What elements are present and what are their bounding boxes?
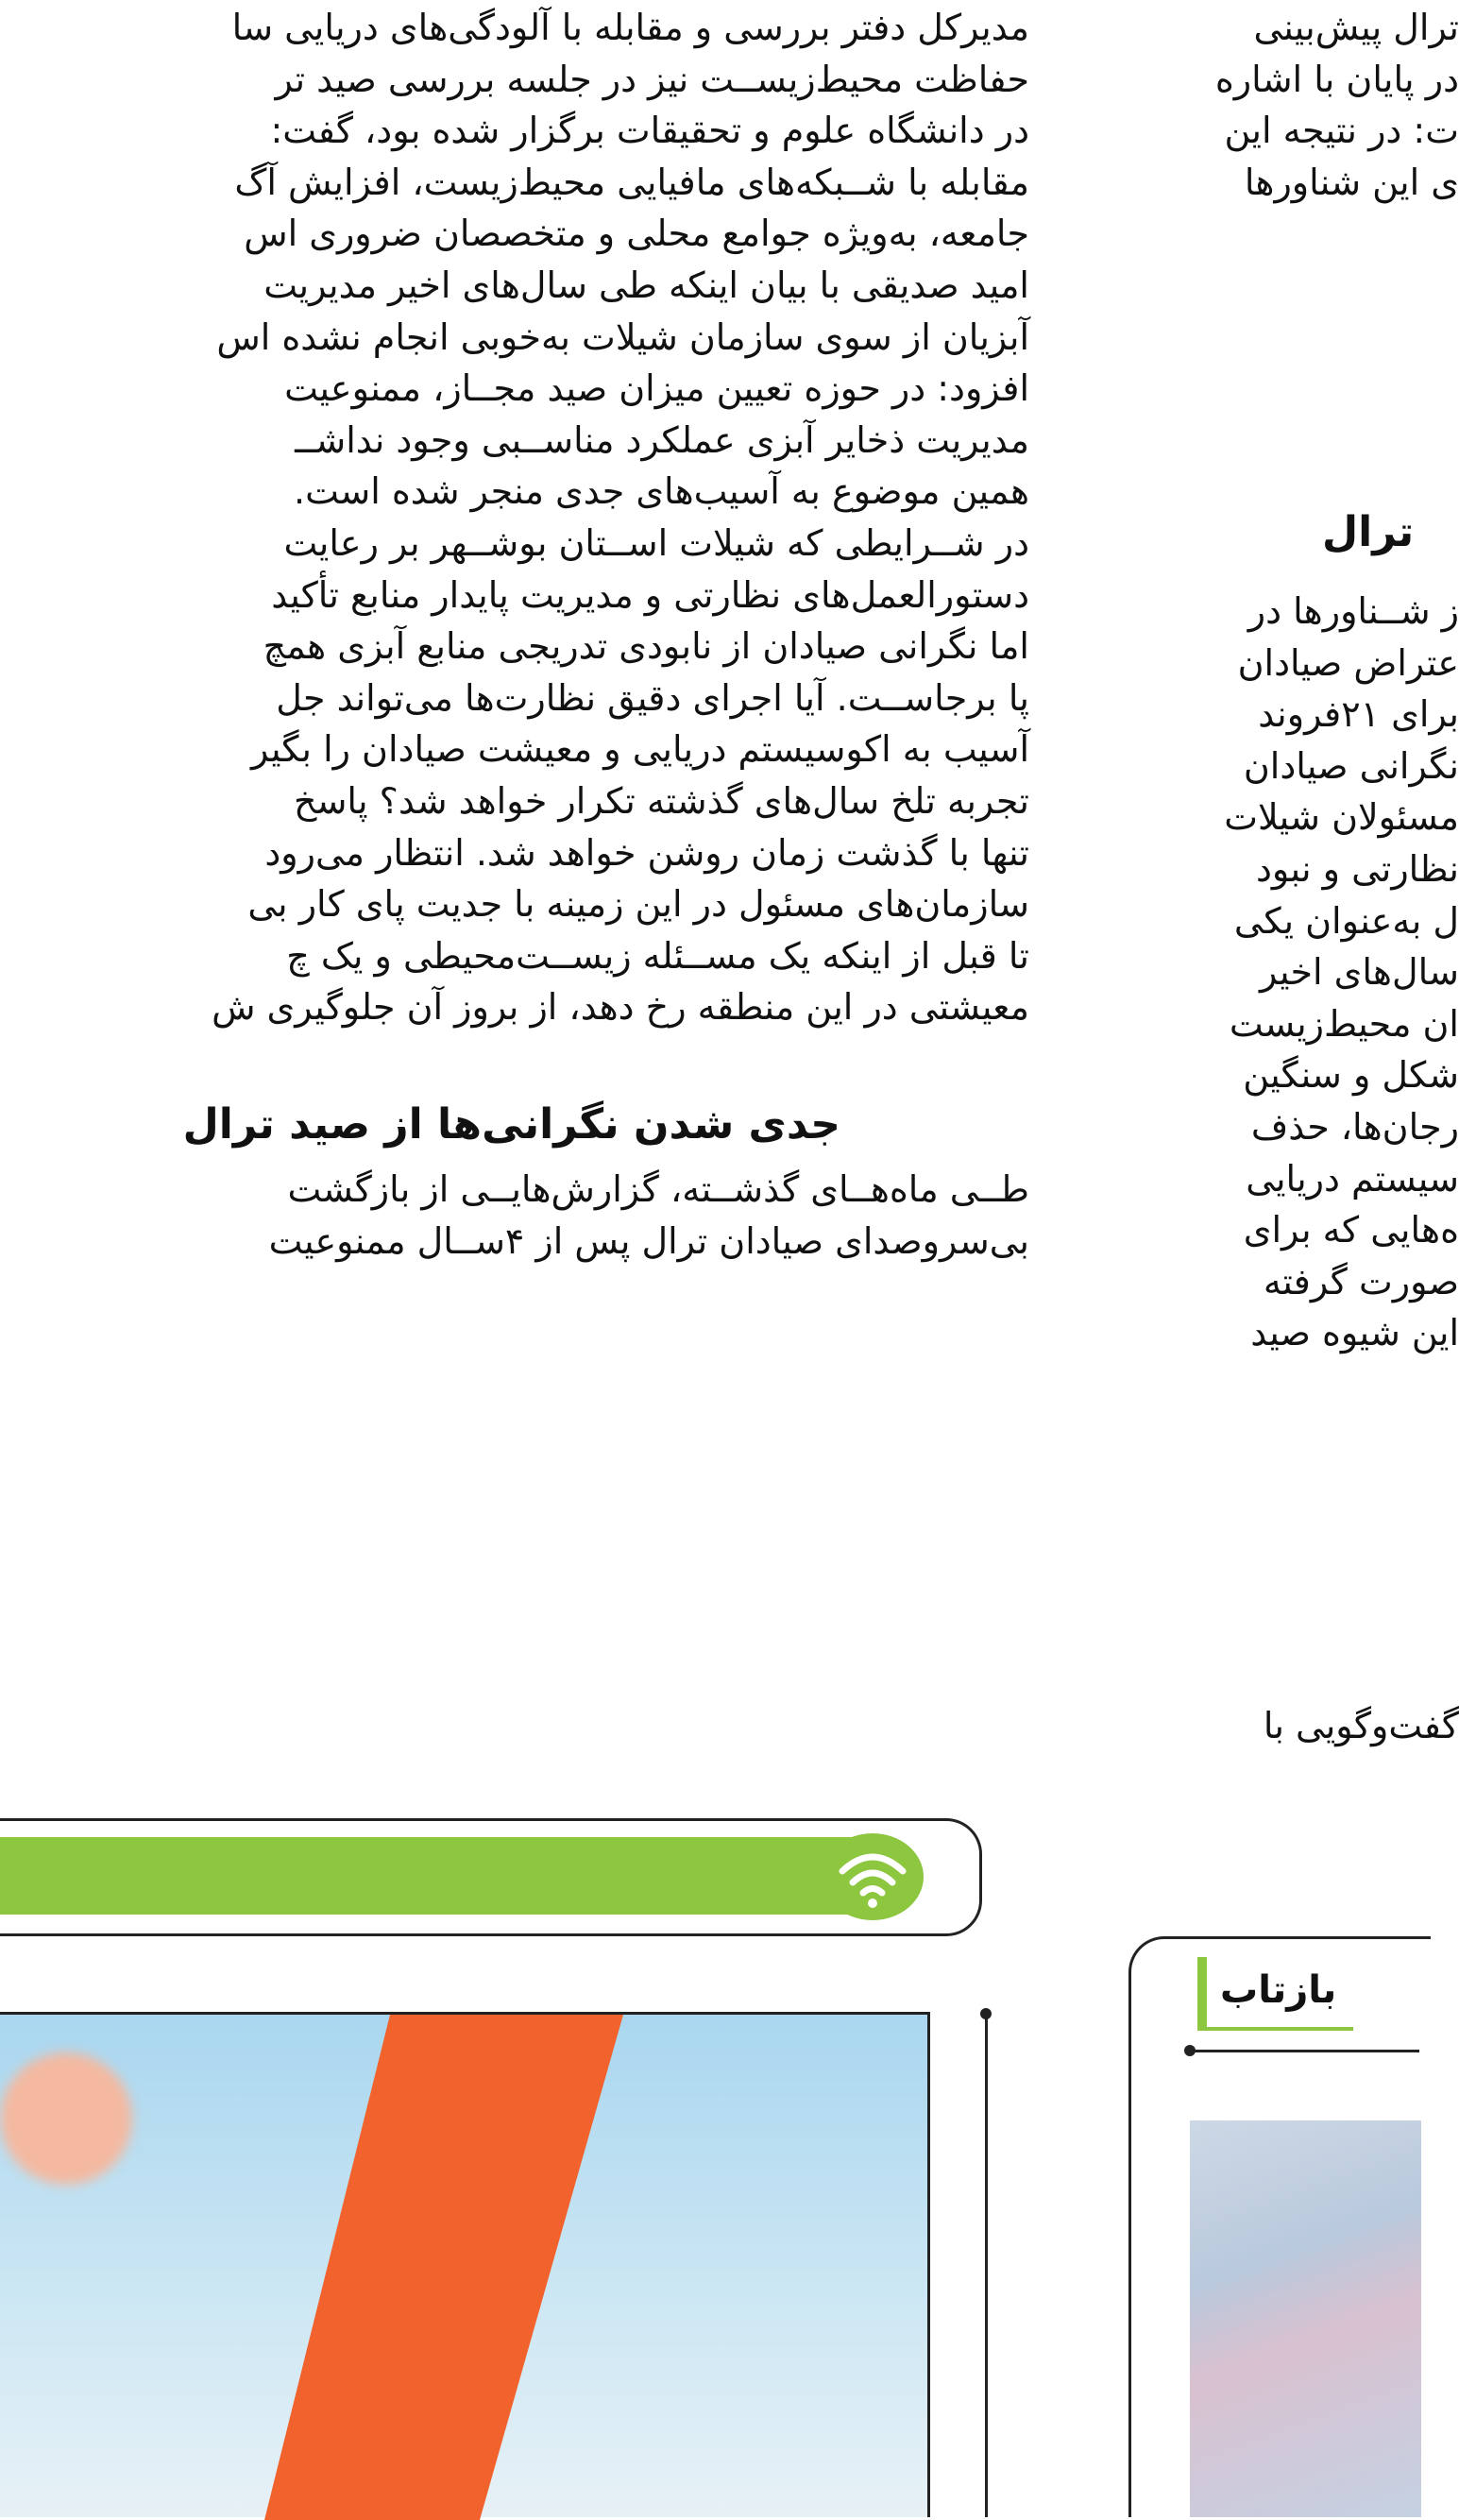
text-line: مدیرکل دفتر بررسی و مقابله با آلودگی‌های دریایی سا [231, 7, 1029, 48]
text-line: نظارتی و نبود [1255, 847, 1459, 890]
text-line: سال‌های اخیر [1260, 951, 1459, 994]
text-line: ز شــناورها در [1247, 590, 1459, 632]
text-line: رجان‌ها، حذف [1250, 1105, 1459, 1148]
text-line: پا برجاســت. آیا اجرای دقیق نظارت‌ها می‌تواند جل [276, 676, 1029, 719]
text-line: مدیریت ذخایر آبزی عملکرد مناســبی وجود نداشــ [295, 418, 1029, 461]
text-line: در پایان با اشاره [1214, 58, 1459, 100]
text-line: این شیوه صید [1250, 1312, 1459, 1354]
paragraph-3 [0, 1164, 1029, 1267]
reflection-photo [1190, 2120, 1421, 2517]
side-headline: ترال [1322, 508, 1415, 556]
photo-blur-shape [0, 2052, 132, 2185]
side-paragraph-2 [1119, 586, 1459, 1359]
text-line: مسئولان شیلات [1224, 796, 1459, 839]
side-paragraph-3 [1119, 1700, 1459, 1752]
text-line: ت: در نتیجه این [1224, 110, 1459, 152]
text-line: دستورالعمل‌های نظارتی و مدیریت پایدار منابع تأکید [271, 573, 1029, 616]
text-line: ترال پیش‌بینی [1253, 7, 1459, 48]
text-line: حفاظت محیط‌زیســت نیز در جلسه بررسی صید تر [275, 58, 1029, 100]
text-line: آسیب به اکوسیستم دریایی و معیشت صیادان را بگیر [251, 728, 1029, 771]
text-line: ل به‌عنوان یکی [1233, 899, 1459, 942]
paragraph-1 [0, 2, 1029, 518]
text-line: برای ۲۱فروند [1258, 693, 1459, 736]
banner-strip [0, 1837, 878, 1915]
text-line: ان محیط‌زیست [1229, 1002, 1459, 1045]
text-line: ه‌هایی که برای [1243, 1209, 1459, 1251]
reflection-label: بازتاب [1197, 1957, 1353, 2031]
text-line: تا قبل از اینکه یک مســئله زیســت‌محیطی و یک چ [286, 934, 1029, 977]
text-line: معیشتی در این منطقه رخ دهد، از بروز آن جلوگیری ش [212, 986, 1029, 1029]
text-line: شکل و سنگین [1243, 1054, 1459, 1097]
main-article-column [0, 2, 1029, 1033]
text-line: سازمان‌های مسئول در این زمینه با جدیت پای کار بی [247, 883, 1029, 926]
text-line: افزود: در حوزه تعیین میزان صید مجــاز، ممنوعیت [284, 367, 1029, 410]
text-line: طــی ماه‌هــای گذشــته، گزارش‌هایــی از بازگشت [287, 1168, 1029, 1210]
text-line: مقابله با شــبکه‌های مافیایی محیط‌زیست، افزایش آگ [234, 161, 1029, 203]
text-line: در دانشگاه علوم و تحقیقات برگزار شده بود، گفت: [270, 110, 1029, 152]
text-line: جامعه، به‌ویژه جوامع محلی و متخصصان ضروری اس [244, 213, 1029, 255]
text-line: ی این شناورها [1244, 161, 1459, 203]
text-line: سیستم دریایی [1246, 1157, 1459, 1200]
text-line: آبزیان از سوی سازمان شیلات به‌خوبی انجام نشده اس [216, 315, 1029, 358]
vertical-divider [985, 2012, 988, 2517]
text-line: نگرانی صیادان [1243, 744, 1459, 787]
text-line: امید صدیقی با بیان اینکه طی سال‌های اخیر مدیریت [263, 264, 1029, 306]
article-photo [0, 2012, 930, 2517]
text-line: بی‌سروصدای صیادان ترال پس از ۴ســال ممنوعیت [268, 1219, 1029, 1262]
text-line: در شــرایطی که شیلات اســتان بوشــهر بر رعایت [283, 521, 1029, 564]
text-line: صورت گرفته [1263, 1260, 1459, 1303]
text-line: اما نگرانی صیادان از نابودی تدریجی منابع آبزی همچ [263, 625, 1029, 668]
text-line: گفت‌وگویی با [1263, 1705, 1459, 1746]
paragraph-2 [0, 518, 1029, 1033]
side-article-column [1119, 2, 1459, 208]
section-headline: جدی شدن نگرانی‌ها از صید ترال [182, 1100, 840, 1149]
text-line: همین موضوع به آسیب‌های جدی منجر شده است. [294, 470, 1029, 513]
text-line: عتراض صیادان [1237, 641, 1459, 684]
horizontal-divider [1188, 2050, 1419, 2052]
section-banner [0, 1818, 982, 1936]
text-line: تنها با گذشت زمان روشن خواهد شد. انتظار می‌رود [264, 831, 1029, 874]
wifi-icon [822, 1833, 924, 1920]
text-line: تجربه تلخ سال‌های گذشته تکرار خواهد شد؟ پاسخ [294, 779, 1029, 822]
